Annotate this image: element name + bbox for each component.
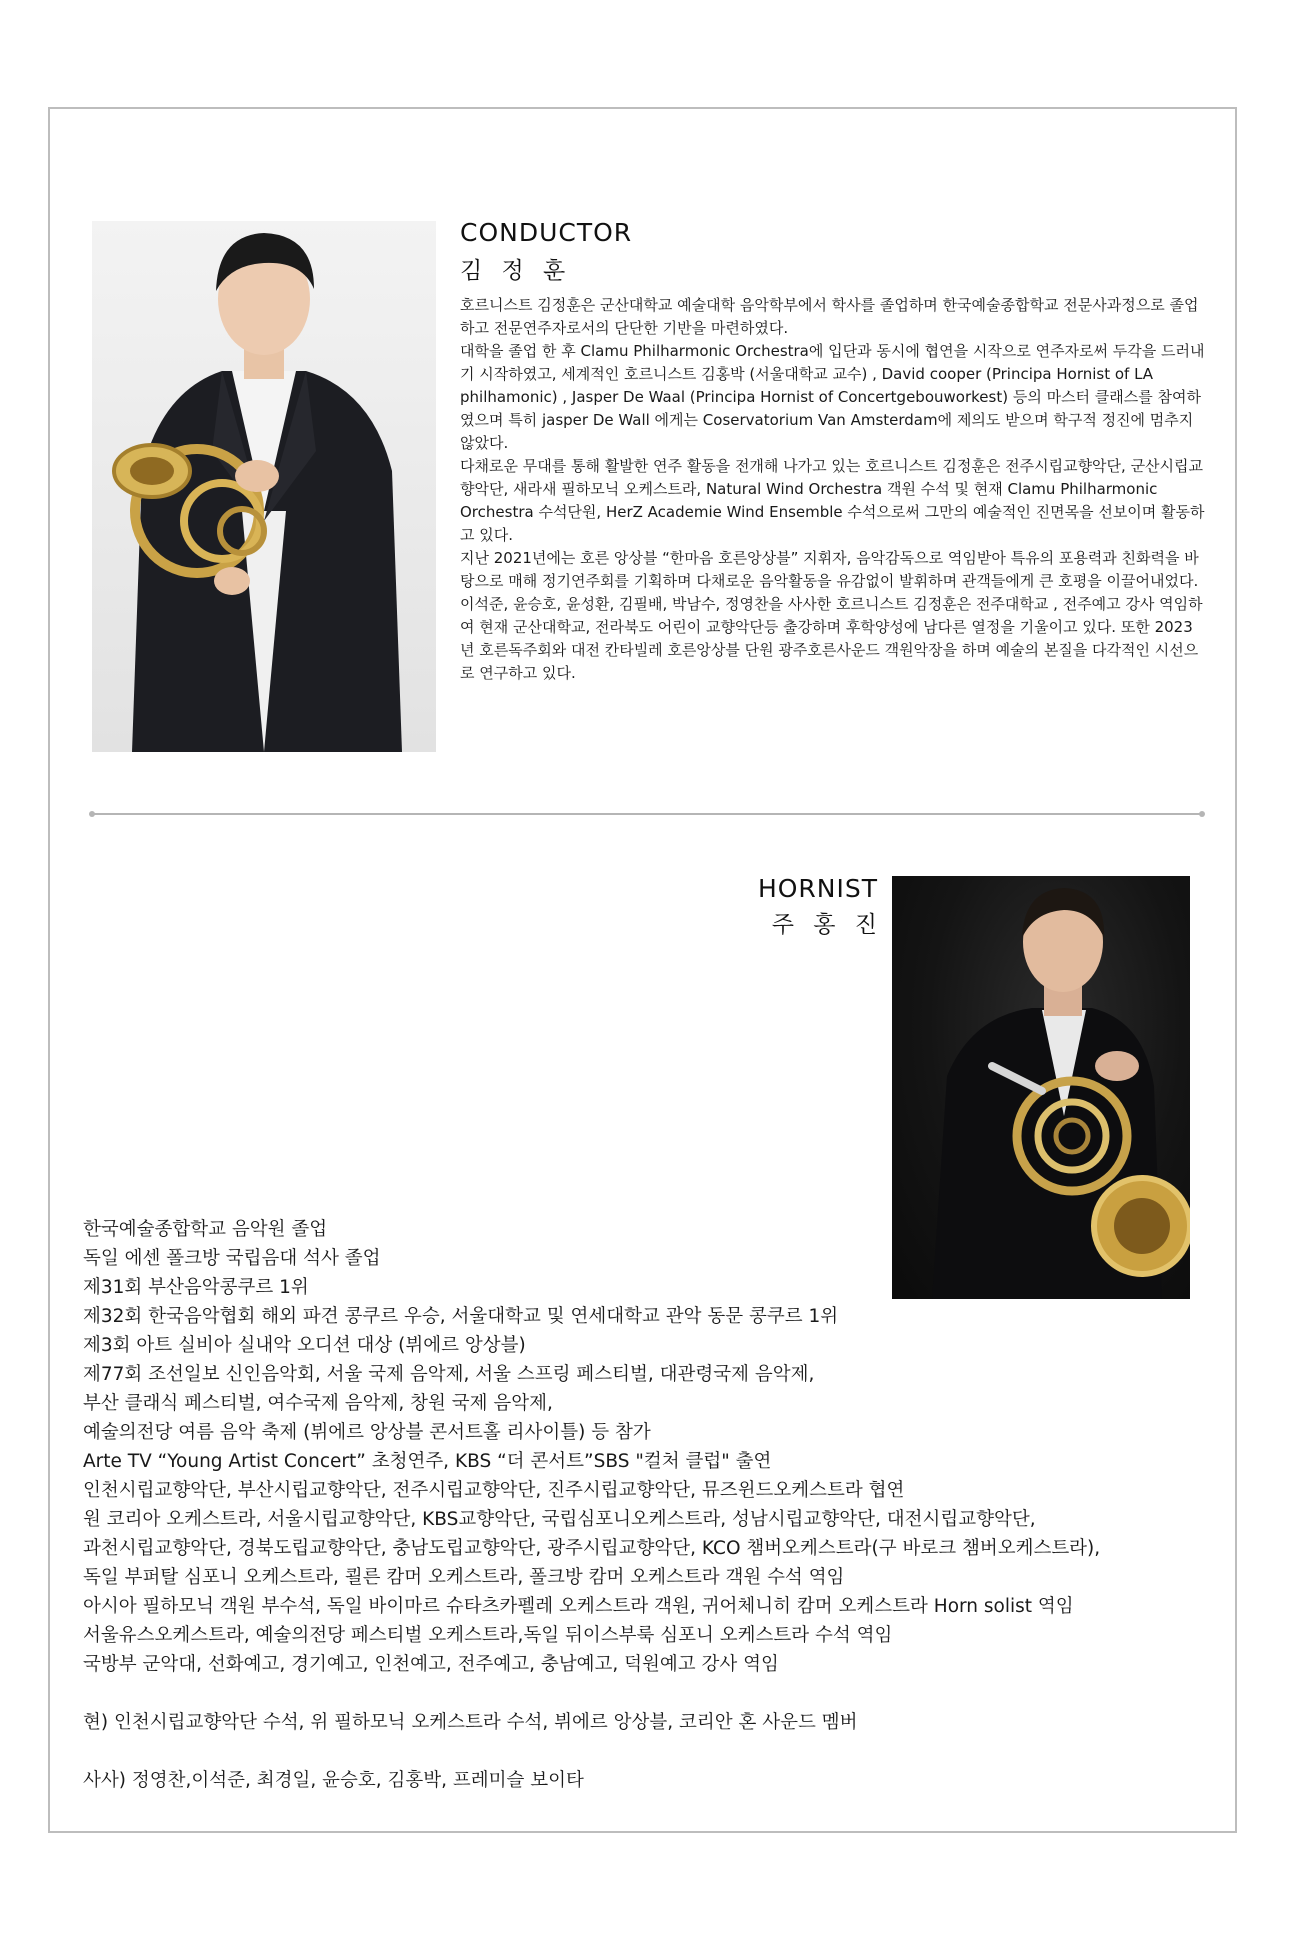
career-item: 예술의전당 여름 음악 축제 (뷔에르 앙상블 콘서트홀 리사이틀) 등 참가	[83, 1422, 651, 1443]
career-item: 서울유스오케스트라, 예술의전당 페스티벌 오케스트라,독일 뒤이스부룩 심포니 오케스트라 수석 역임	[83, 1625, 893, 1646]
conductor-name: 김 정 훈	[460, 258, 572, 284]
career-item: 국방부 군악대, 선화예고, 경기예고, 인천예고, 전주예고, 충남예고, 덕원예고 강사 역임	[83, 1654, 779, 1675]
career-item: 제77회 조선일보 신인음악회, 서울 국제 음악제, 서울 스프링 페스티벌, 대관령국제 음악제,	[83, 1364, 815, 1385]
career-item: 인천시립교향악단, 부산시립교향악단, 전주시립교향악단, 진주시립교향악단, 뮤즈윈드오케스트라 협연	[83, 1480, 905, 1501]
career-item: 제32회 한국음악협회 해외 파견 콩쿠르 우승, 서울대학교 및 연세대학교 관악 동문 콩쿠르 1위	[83, 1306, 839, 1327]
hornist-name: 주 홍 진	[771, 912, 883, 938]
bio-paragraph: 호르니스트 김정훈은 군산대학교 예술대학 음악학부에서 학사를 졸업하며 한국예술종합학교 전문사과정으로 졸업하고 전문연주자로서의 단단한 기반을 마련하였다.	[460, 296, 1199, 337]
spacer	[83, 1679, 1223, 1708]
conductor-portrait-illustration	[92, 221, 436, 752]
career-item: 독일 에센 폴크방 국립음대 석사 졸업	[83, 1248, 381, 1269]
career-item: 제3회 아트 실비아 실내악 오디션 대상 (뷔에르 앙상블)	[83, 1335, 526, 1356]
career-item: Arte TV “Young Artist Concert” 초청연주, KBS “더 콘서트”SBS "컬처 클럽" 출연	[83, 1451, 772, 1472]
career-item: 아시아 필하모닉 객원 부수석, 독일 바이마르 슈타츠카펠레 오케스트라 객원, 귀어체니히 캄머 오케스트라 Horn solist 역임	[83, 1596, 1074, 1617]
career-item: 독일 부퍼탈 심포니 오케스트라, 쾰른 캄머 오케스트라, 폴크방 캄머 오케스트라 객원 수석 역임	[83, 1567, 845, 1588]
career-item: 원 코리아 오케스트라, 서울시립교향악단, KBS교향악단, 국립심포니오케스트라, 성남시립교향악단, 대전시립교향악단,	[83, 1509, 1036, 1530]
section-divider	[92, 813, 1202, 815]
current-positions: 현) 인천시립교향악단 수석, 위 필하모닉 오케스트라 수석, 뷔에르 앙상블, 코리안 혼 사운드 멤버	[83, 1712, 858, 1733]
career-item: 제31회 부산음악콩쿠르 1위	[83, 1277, 309, 1298]
career-item: 부산 클래식 페스티벌, 여수국제 음악제, 창원 국제 음악제,	[83, 1393, 553, 1414]
hornist-role-title: HORNIST	[757, 874, 878, 903]
teachers: 사사) 정영찬,이석준, 최경일, 윤승호, 김홍박, 프레미슬 보이타	[83, 1770, 584, 1791]
career-item: 과천시립교향악단, 경북도립교향악단, 충남도립교향악단, 광주시립교향악단, KCO 챔버오케스트라(구 바로크 챔버오케스트라),	[83, 1538, 1101, 1559]
bio-paragraph: 지난 2021년에는 호른 앙상블 “한마음 호른앙상블” 지휘자, 음악감독으로 역임받아 특유의 포용력과 친화력을 바탕으로 매해 정기연주회를 기획하며 다채로운 음악활동을 유감없이 발휘하며 관객들에게 큰 호평을 이끌어내었다.	[460, 549, 1199, 590]
conductor-photo	[92, 221, 436, 752]
conductor-role-title: CONDUCTOR	[460, 218, 633, 247]
bio-paragraph: 대학을 졸업 한 후 Clamu Philharmonic Orchestra에 입단과 동시에 협연을 시작으로 연주자로써 두각을 드러내기 시작하였고, 세계적인 호르니스트 김홍박 (서울대학교 교수) , David cooper (Principa Hornist of LA philhamonic) , Jasper De Waal (Principa Hornist of Concertgebouworkest) 등의 마스터 클래스를 참여하였으며 특히 jasper De Wall 에게는 Coservatorium Van Amsterdam에 제의도 받으며 학구적 정진에 멈추지 않았다.	[460, 342, 1205, 452]
hornist-career	[83, 1215, 1223, 1795]
conductor-bio	[460, 294, 1205, 685]
bio-paragraph: 이석준, 윤승호, 윤성환, 김필배, 박남수, 정영찬을 사사한 호르니스트 김정훈은 전주대학교 , 전주예고 강사 역임하여 현재 군산대학교, 전라북도 어린이 교향악단등 출강하며 후학양성에 남다른 열정을 기울이고 있다. 또한 2023년 호른독주회와 대전 칸타빌레 호른앙상블 단원 광주호른사운드 객원악장을 하며 예술의 본질을 다각적인 시선으로 연구하고 있다.	[460, 595, 1203, 682]
bio-paragraph: 다채로운 무대를 통해 활발한 연주 활동을 전개해 나가고 있는 호르니스트 김정훈은 전주시립교향악단, 군산시립교향악단, 새라새 필하모닉 오케스트라, Natural Wind Orchestra 객원 수석 및 현재 Clamu Philharmonic Orchestra 수석단원, HerZ Academie Wind Ensemble 수석으로써 그만의 예술적인 진면목을 선보이며 활동하고 있다.	[460, 457, 1205, 544]
spacer	[83, 1737, 1223, 1766]
career-item: 한국예술종합학교 음악원 졸업	[83, 1219, 328, 1240]
